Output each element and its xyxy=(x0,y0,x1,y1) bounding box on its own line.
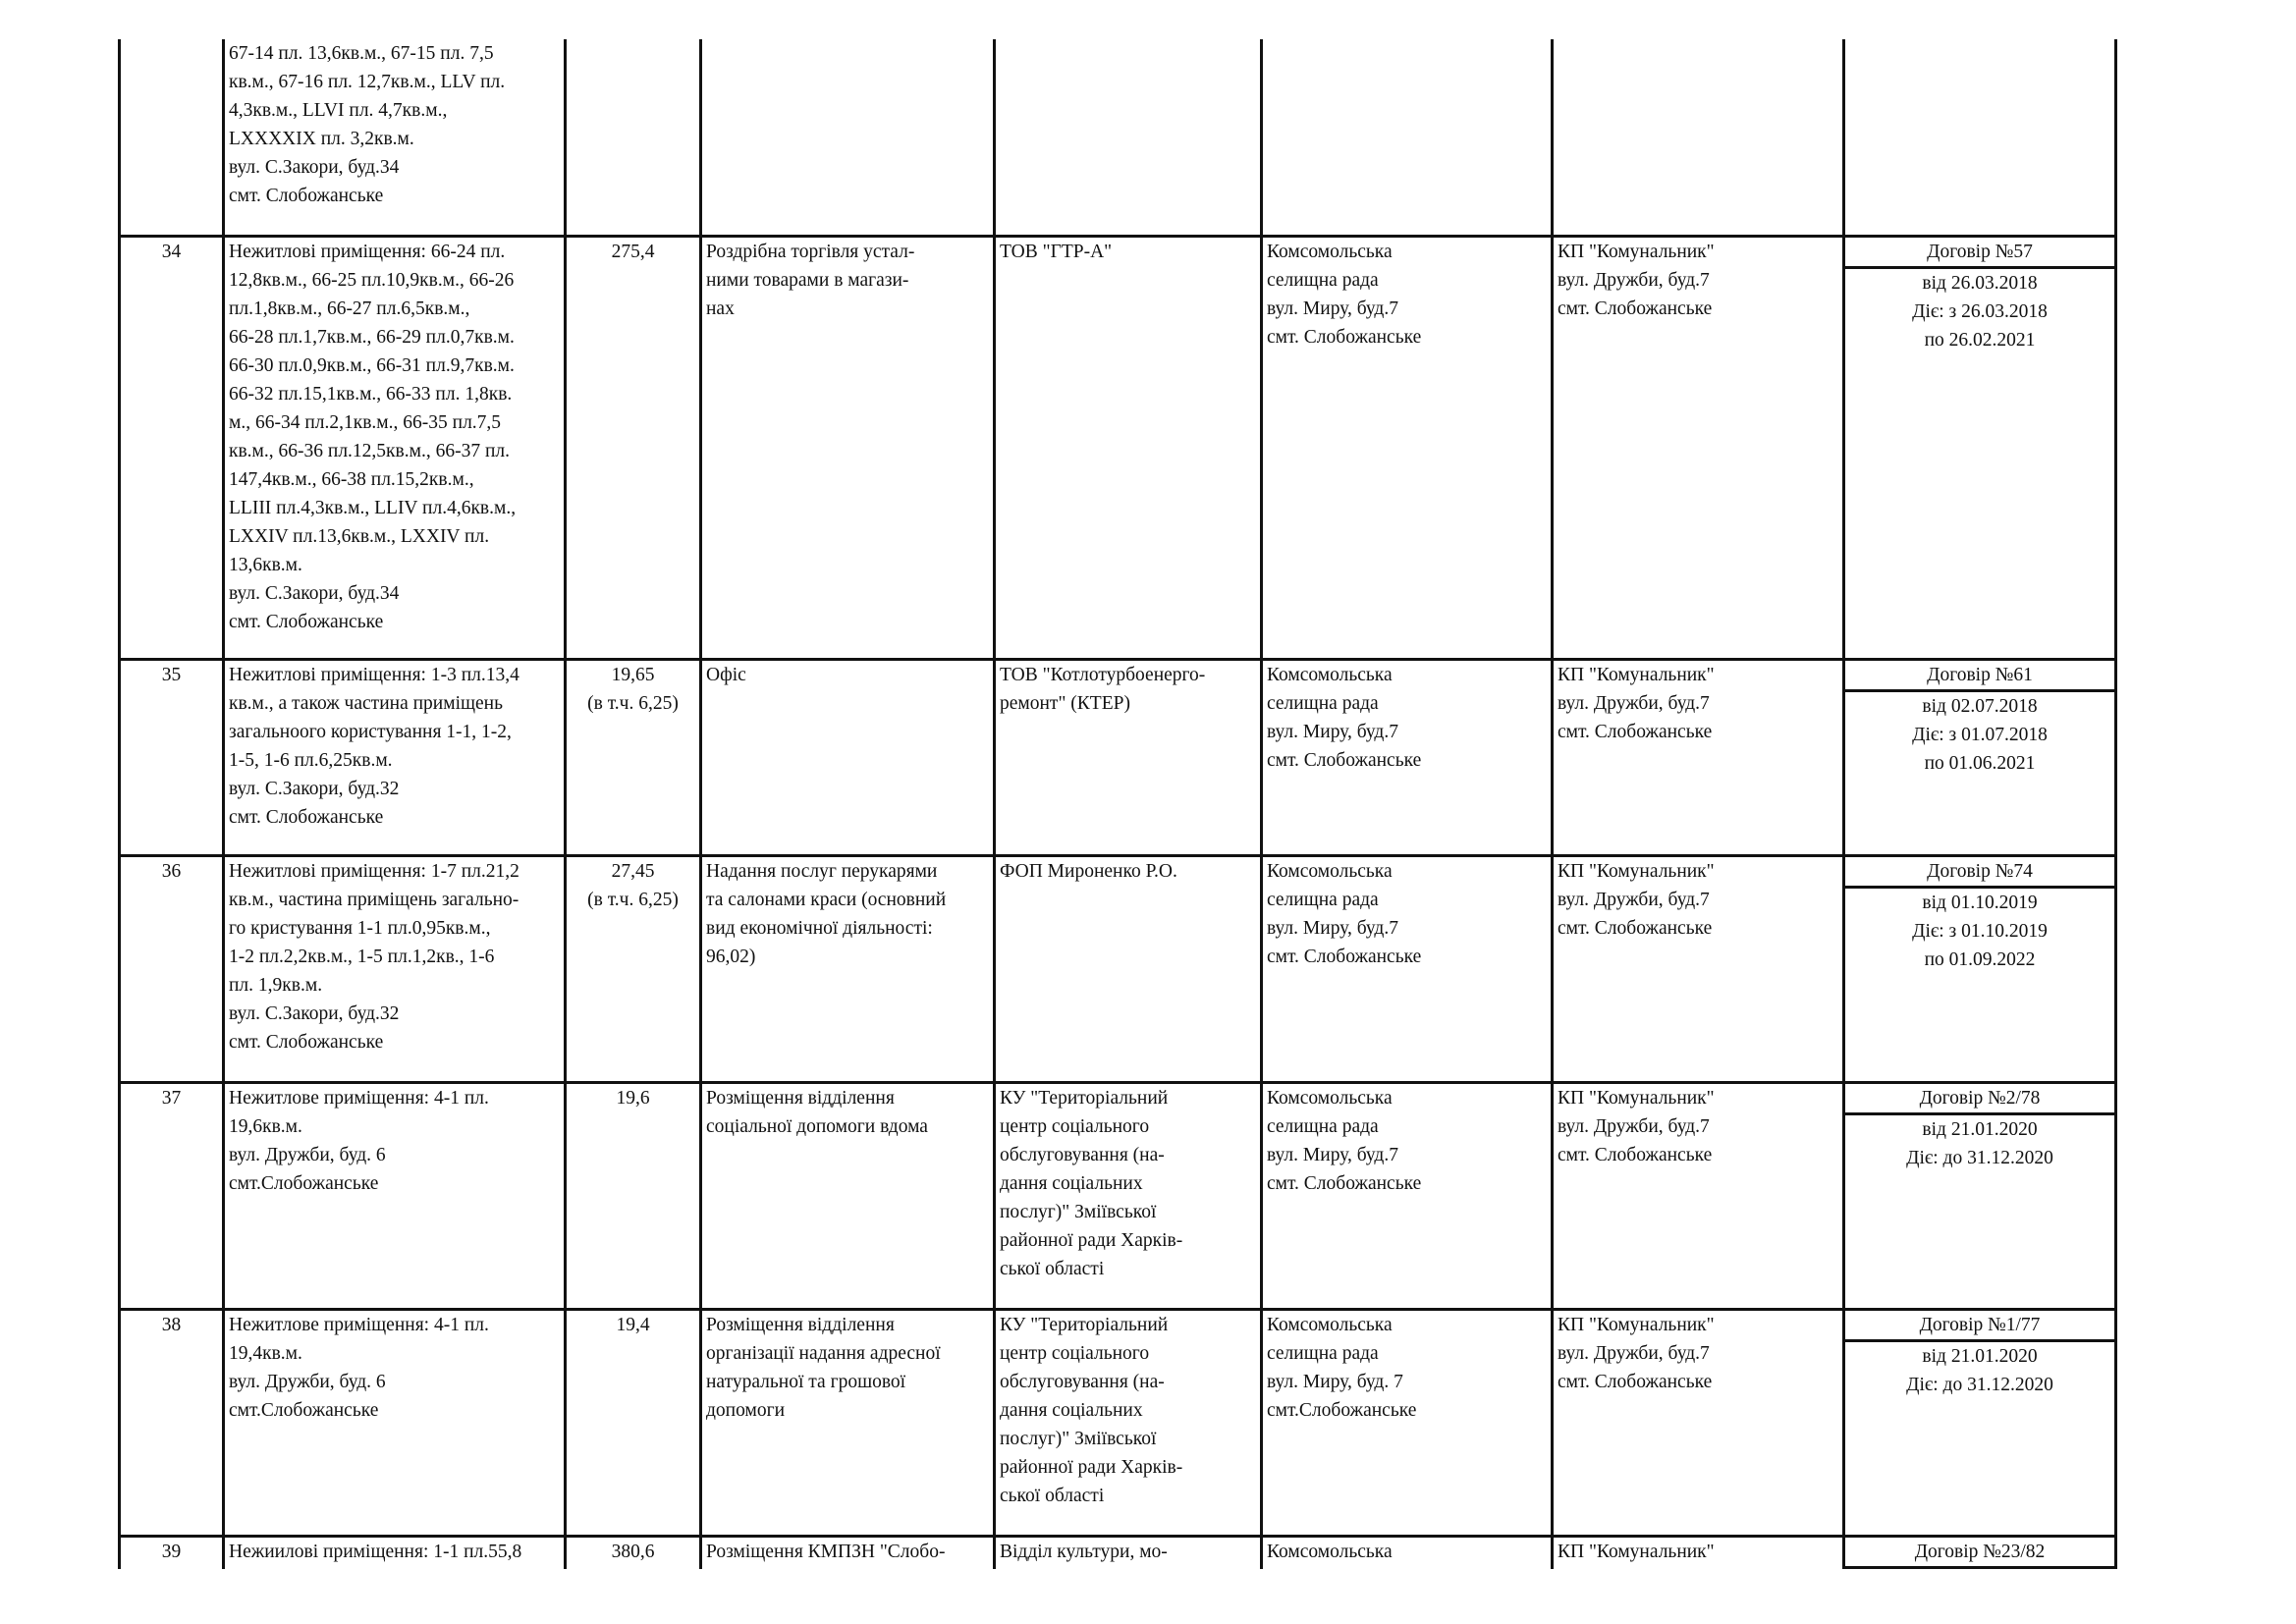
object-cell-line: вул. С.Закори, буд.34 xyxy=(229,157,400,178)
area-cell xyxy=(566,659,701,855)
contract-detail: Діє: з 01.10.2019 xyxy=(1912,920,2048,942)
object-cell-line: 19,6кв.м. xyxy=(229,1115,302,1137)
object-cell xyxy=(224,659,566,855)
object-cell-line: го кристування 1-1 пл.0,95кв.м., xyxy=(229,917,491,939)
area-cell xyxy=(566,39,701,236)
area-cell-line: (в т.ч. 6,25) xyxy=(587,889,679,910)
area-cell xyxy=(566,855,701,1082)
purpose-cell-line: Офіс xyxy=(706,664,746,685)
owner-cell-line: вул. Миру, буд.7 xyxy=(1267,298,1398,319)
owner-cell-line: селищна рада xyxy=(1267,1342,1379,1364)
holder-cell-line: КП "Комунальник" xyxy=(1558,1541,1715,1562)
tenant-cell xyxy=(995,1309,1262,1536)
table-row xyxy=(120,1309,2135,1536)
purpose-cell-line: вид економічної діяльності: xyxy=(706,917,933,939)
table-row xyxy=(120,1536,2135,1569)
holder-cell xyxy=(1553,1536,1844,1569)
object-cell-line: кв.м., 66-36 пл.12,5кв.м., 66-37 пл. xyxy=(229,440,510,461)
area-cell xyxy=(566,236,701,659)
purpose-cell xyxy=(701,1309,995,1536)
owner-cell-line: смт.Слобожанське xyxy=(1267,1399,1417,1421)
purpose-cell-line: Роздрібна торгівля устал- xyxy=(706,241,915,262)
row-number-cell: 38 xyxy=(120,1309,224,1536)
object-cell xyxy=(224,1309,566,1536)
object-cell-line: 1-5, 1-6 пл.6,25кв.м. xyxy=(229,749,393,771)
object-cell-line: 13,6кв.м. xyxy=(229,554,302,575)
tenant-cell-line: КУ "Територіальний xyxy=(1000,1314,1169,1335)
contract-cell xyxy=(1844,659,2116,855)
owner-cell-line: смт. Слобожанське xyxy=(1267,946,1422,967)
owner-cell-line: Комсомольська xyxy=(1267,860,1393,882)
purpose-cell xyxy=(701,659,995,855)
purpose-cell xyxy=(701,1082,995,1309)
owner-cell-line: Комсомольська xyxy=(1267,241,1393,262)
holder-cell-line: КП "Комунальник" xyxy=(1558,1314,1715,1335)
tenant-cell-line: Відділ культури, мо- xyxy=(1000,1541,1168,1562)
table-body xyxy=(120,39,2135,1569)
area-cell-line: 19,6 xyxy=(616,1087,650,1109)
contract-detail: від 02.07.2018 xyxy=(1922,695,2038,717)
holder-cell-line: смт. Слобожанське xyxy=(1558,917,1713,939)
contract-detail: по 26.02.2021 xyxy=(1924,329,2036,351)
tenant-cell-line: ремонт" (КТЕР) xyxy=(1000,692,1130,714)
holder-cell xyxy=(1553,659,1844,855)
object-cell-line: смт. Слобожанське xyxy=(229,1031,384,1053)
object-cell xyxy=(224,1536,566,1569)
contract-cell xyxy=(1844,236,2116,659)
owner-cell-line: Комсомольська xyxy=(1267,1314,1393,1335)
holder-cell-line: вул. Дружби, буд.7 xyxy=(1558,1115,1710,1137)
row-number-cell: 35 xyxy=(120,659,224,855)
object-cell-line: смт. Слобожанське xyxy=(229,186,384,206)
object-cell-line: 4,3кв.м., LLVI пл. 4,7кв.м., xyxy=(229,100,448,121)
purpose-cell xyxy=(701,39,995,236)
row-number-cell: 34 xyxy=(120,236,224,659)
tenant-cell-line: послуг)" Зміївської xyxy=(1000,1201,1157,1222)
purpose-cell-line: соціальної допомоги вдома xyxy=(706,1115,928,1137)
tenant-cell xyxy=(995,39,1262,236)
row-number-cell: 39 xyxy=(120,1536,224,1569)
area-cell-line: 380,6 xyxy=(611,1541,655,1562)
owner-cell xyxy=(1262,39,1553,236)
object-cell-line: 12,8кв.м., 66-25 пл.10,9кв.м., 66-26 xyxy=(229,269,515,291)
area-cell-line: (в т.ч. 6,25) xyxy=(587,692,679,714)
purpose-cell-line: Розміщення КМПЗН "Слобо- xyxy=(706,1541,946,1562)
object-cell-line: смт.Слобожанське xyxy=(229,1172,379,1194)
tenant-cell xyxy=(995,1082,1262,1309)
holder-cell-line: вул. Дружби, буд.7 xyxy=(1558,269,1710,291)
contract-detail: від 01.10.2019 xyxy=(1922,892,2038,913)
contract-detail: від 26.03.2018 xyxy=(1922,272,2038,294)
owner-cell-line: Комсомольська xyxy=(1267,664,1393,685)
tenant-cell-line: обслуговування (на- xyxy=(1000,1144,1165,1165)
purpose-cell xyxy=(701,1536,995,1569)
object-cell-line: вул. С.Закори, буд.32 xyxy=(229,1002,400,1024)
row-number-cell: 37 xyxy=(120,1082,224,1309)
holder-cell xyxy=(1553,1309,1844,1536)
contract-detail: по 01.09.2022 xyxy=(1924,948,2036,970)
purpose-cell-line: та салонами краси (основний xyxy=(706,889,947,910)
owner-cell xyxy=(1262,855,1553,1082)
row-number-cell: 36 xyxy=(120,855,224,1082)
object-cell-line: вул. Дружби, буд. 6 xyxy=(229,1371,386,1392)
holder-cell xyxy=(1553,39,1844,236)
object-cell-line: 66-32 пл.15,1кв.м., 66-33 пл. 1,8кв. xyxy=(229,383,513,405)
contract-cell xyxy=(1844,855,2116,1082)
purpose-cell xyxy=(701,236,995,659)
object-cell-line: смт. Слобожанське xyxy=(229,611,384,632)
area-cell-line: 27,45 xyxy=(611,860,655,882)
purpose-cell-line: 96,02) xyxy=(706,946,756,967)
object-cell xyxy=(224,1082,566,1309)
tenant-cell-line: ТОВ "Котлотурбоенерго- xyxy=(1000,664,1206,685)
contract-number: Договір №57 xyxy=(1844,238,2116,269)
area-cell xyxy=(566,1309,701,1536)
object-cell-line: пл.1,8кв.м., 66-27 пл.6,5кв.м., xyxy=(229,298,470,319)
object-cell-line: 67-14 пл. 13,6кв.м., 67-15 пл. 7,5 xyxy=(229,43,494,64)
tenant-cell-line: КУ "Територіальний xyxy=(1000,1087,1169,1109)
tenant-cell-line: послуг)" Зміївської xyxy=(1000,1428,1157,1449)
owner-cell xyxy=(1262,1309,1553,1536)
object-cell-line: Нежитлове приміщення: 4-1 пл. xyxy=(229,1087,489,1109)
contract-number: Договір №61 xyxy=(1844,661,2116,692)
purpose-cell-line: Розміщення відділення xyxy=(706,1314,895,1335)
contract-detail: Діє: з 26.03.2018 xyxy=(1912,300,2048,322)
tenant-cell xyxy=(995,236,1262,659)
object-cell-line: вул. Дружби, буд. 6 xyxy=(229,1144,386,1165)
object-cell-line: 66-28 пл.1,7кв.м., 66-29 пл.0,7кв.м. xyxy=(229,326,515,348)
object-cell-line: кв.м., частина приміщень загально- xyxy=(229,889,519,910)
owner-cell xyxy=(1262,1536,1553,1569)
holder-cell xyxy=(1553,1082,1844,1309)
object-cell-line: смт.Слобожанське xyxy=(229,1399,379,1421)
holder-cell xyxy=(1553,236,1844,659)
object-cell-line: LXXIV пл.13,6кв.м., LXXIV пл. xyxy=(229,525,490,547)
contract-detail: від 21.01.2020 xyxy=(1922,1345,2038,1367)
purpose-cell-line: організації надання адресної xyxy=(706,1342,941,1364)
table-row xyxy=(120,236,2135,659)
owner-cell-line: Комсомольська xyxy=(1267,1541,1393,1562)
object-cell-line: вул. С.Закори, буд.32 xyxy=(229,778,400,799)
owner-cell-line: смт. Слобожанське xyxy=(1267,326,1422,348)
tenant-cell xyxy=(995,855,1262,1082)
area-cell-line: 19,65 xyxy=(611,664,655,685)
holder-cell xyxy=(1553,855,1844,1082)
tenant-cell-line: районної ради Харків- xyxy=(1000,1456,1183,1478)
contract-cell xyxy=(1844,39,2116,236)
contract-detail: від 21.01.2020 xyxy=(1922,1118,2038,1140)
holder-cell-line: смт. Слобожанське xyxy=(1558,1371,1713,1392)
tenant-cell-line: ТОВ "ГТР-А" xyxy=(1000,241,1113,262)
tenant-cell-line: центр соціального xyxy=(1000,1115,1150,1137)
object-cell-line: м., 66-34 пл.2,1кв.м., 66-35 пл.7,5 xyxy=(229,411,502,433)
table-row-continued xyxy=(120,39,2135,236)
contract-detail: по 01.06.2021 xyxy=(1924,752,2036,774)
tenant-cell-line: обслуговування (на- xyxy=(1000,1371,1165,1392)
contract-number: Договір №2/78 xyxy=(1844,1084,2116,1115)
owner-cell-line: вул. Миру, буд. 7 xyxy=(1267,1371,1403,1392)
contract-detail: Діє: до 31.12.2020 xyxy=(1906,1374,2053,1395)
owner-cell-line: селищна рада xyxy=(1267,1115,1379,1137)
contract-detail: Діє: з 01.07.2018 xyxy=(1912,724,2048,745)
tenant-cell-line: ської області xyxy=(1000,1258,1105,1279)
object-cell-line: Нежитлові приміщення: 1-7 пл.21,2 xyxy=(229,860,519,882)
purpose-cell-line: Надання послуг перукарями xyxy=(706,860,938,882)
object-cell-line: Нежитлові приміщення: 66-24 пл. xyxy=(229,241,506,262)
owner-cell-line: вул. Миру, буд.7 xyxy=(1267,1144,1398,1165)
object-cell xyxy=(224,855,566,1082)
object-cell-line: Нежиилові приміщення: 1-1 пл.55,8 xyxy=(229,1541,522,1562)
owner-cell xyxy=(1262,1082,1553,1309)
owner-cell-line: селищна рада xyxy=(1267,889,1379,910)
holder-cell-line: КП "Комунальник" xyxy=(1558,664,1715,685)
object-cell-line: 1-2 пл.2,2кв.м., 1-5 пл.1,2кв., 1-6 xyxy=(229,946,495,967)
area-cell-line: 19,4 xyxy=(616,1314,650,1335)
object-cell-line: LLIII пл.4,3кв.м., LLIV пл.4,6кв.м., xyxy=(229,497,517,518)
holder-cell-line: вул. Дружби, буд.7 xyxy=(1558,1342,1710,1364)
contract-number: Договір №1/77 xyxy=(1844,1311,2116,1342)
contract-number: Договір №23/82 xyxy=(1844,1538,2116,1569)
holder-cell-line: вул. Дружби, буд.7 xyxy=(1558,692,1710,714)
contract-detail: Діє: до 31.12.2020 xyxy=(1906,1147,2053,1168)
owner-cell-line: селищна рада xyxy=(1267,269,1379,291)
purpose-cell-line: Розміщення відділення xyxy=(706,1087,895,1109)
purpose-cell xyxy=(701,855,995,1082)
holder-cell-line: вул. Дружби, буд.7 xyxy=(1558,889,1710,910)
owner-cell-line: вул. Миру, буд.7 xyxy=(1267,721,1398,742)
tenant-cell-line: районної ради Харків- xyxy=(1000,1229,1183,1251)
area-cell-line: 275,4 xyxy=(611,241,655,262)
contract-cell xyxy=(1844,1082,2116,1309)
tenant-cell-line: центр соціального xyxy=(1000,1342,1150,1364)
object-cell-line: кв.м., а також частина приміщень xyxy=(229,692,503,714)
table-row xyxy=(120,855,2135,1082)
owner-cell-line: смт. Слобожанське xyxy=(1267,749,1422,771)
object-cell-line: 147,4кв.м., 66-38 пл.15,2кв.м., xyxy=(229,468,474,490)
holder-cell-line: смт. Слобожанське xyxy=(1558,721,1713,742)
owner-cell xyxy=(1262,236,1553,659)
object-cell-line: кв.м., 67-16 пл. 12,7кв.м., LLV пл. xyxy=(229,72,506,92)
table-row xyxy=(120,1082,2135,1309)
tenant-cell xyxy=(995,1536,1262,1569)
holder-cell-line: КП "Комунальник" xyxy=(1558,1087,1715,1109)
contract-cell xyxy=(1844,1536,2116,1569)
tenant-cell xyxy=(995,659,1262,855)
row-number-cell xyxy=(120,39,224,236)
object-cell-line: Нежитлове приміщення: 4-1 пл. xyxy=(229,1314,489,1335)
object-cell-line: загальноого користування 1-1, 1-2, xyxy=(229,721,512,742)
tenant-cell-line: дання соціальних xyxy=(1000,1399,1143,1421)
owner-cell-line: вул. Миру, буд.7 xyxy=(1267,917,1398,939)
area-cell xyxy=(566,1536,701,1569)
object-cell-line: вул. С.Закори, буд.34 xyxy=(229,582,400,604)
tenant-cell-line: ської області xyxy=(1000,1485,1105,1506)
holder-cell-line: КП "Комунальник" xyxy=(1558,860,1715,882)
holder-cell-line: КП "Комунальник" xyxy=(1558,241,1715,262)
property-lease-table xyxy=(118,39,2136,1569)
contract-number: Договір №74 xyxy=(1844,857,2116,889)
owner-cell-line: Комсомольська xyxy=(1267,1087,1393,1109)
holder-cell-line: смт. Слобожанське xyxy=(1558,298,1713,319)
object-cell-line: пл. 1,9кв.м. xyxy=(229,974,323,996)
purpose-cell-line: допомоги xyxy=(706,1399,786,1421)
purpose-cell-line: ними товарами в магази- xyxy=(706,269,909,291)
area-cell xyxy=(566,1082,701,1309)
owner-cell-line: смт. Слобожанське xyxy=(1267,1172,1422,1194)
purpose-cell-line: нах xyxy=(706,298,735,319)
object-cell xyxy=(224,39,566,236)
holder-cell-line: смт. Слобожанське xyxy=(1558,1144,1713,1165)
object-cell-line: 19,4кв.м. xyxy=(229,1342,302,1364)
object-cell xyxy=(224,236,566,659)
object-cell-line: 66-30 пл.0,9кв.м., 66-31 пл.9,7кв.м. xyxy=(229,354,515,376)
object-cell-line: LXXXXIX пл. 3,2кв.м. xyxy=(229,129,414,149)
purpose-cell-line: натуральної та грошової xyxy=(706,1371,906,1392)
owner-cell xyxy=(1262,659,1553,855)
object-cell-line: смт. Слобожанське xyxy=(229,806,384,828)
object-cell-line: Нежитлові приміщення: 1-3 пл.13,4 xyxy=(229,664,519,685)
owner-cell-line: селищна рада xyxy=(1267,692,1379,714)
tenant-cell-line: ФОП Мироненко Р.О. xyxy=(1000,860,1177,882)
table-row xyxy=(120,659,2135,855)
tenant-cell-line: дання соціальних xyxy=(1000,1172,1143,1194)
contract-cell xyxy=(1844,1309,2116,1536)
